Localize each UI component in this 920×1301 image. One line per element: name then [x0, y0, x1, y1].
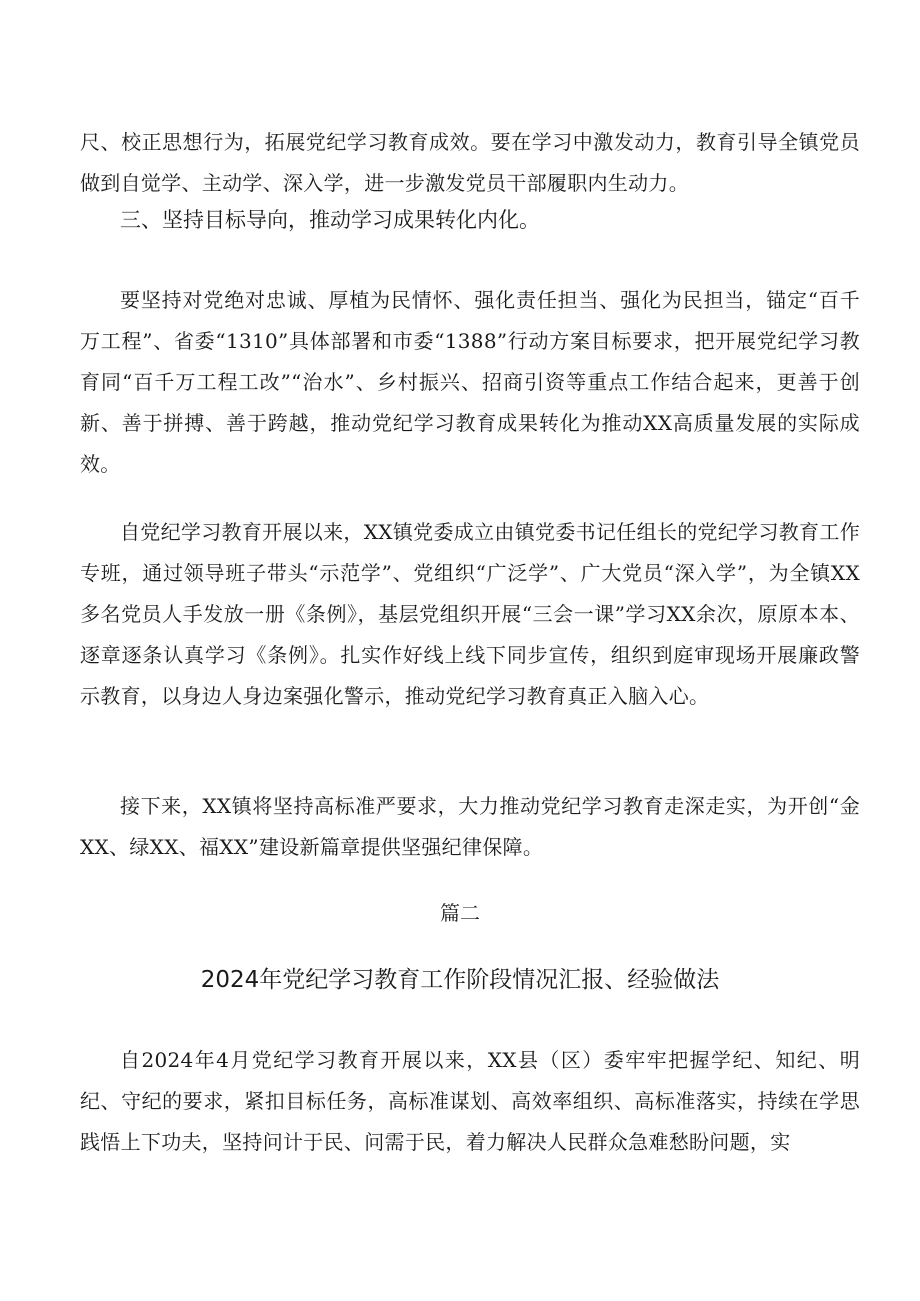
section-label: 篇二 [440, 901, 480, 925]
paragraph-goal-orientation: 要坚持对党绝对忠诚、厚植为民情怀、强化责任担当、强化为民担当，锚定“百千万工程”、省委“1310”具体部署和市委“1388”行动方案目标要求，把开展党纪学习教育同“百千万工程工改”“治水”、乡村振兴、招商引资等重点工作结合起来，更善于创新、善于拼搏、善于跨越，推动党纪学习教育成果转化为推动XX高质量发展的实际成效。 [80, 288, 860, 476]
paragraph-progress: 自党纪学习教育开展以来，XX镇党委成立由镇党委书记任组长的党纪学习教育工作专班，通过领导班子带头“示范学”、党组织“广泛学”、广大党员“深入学”，为全镇XX多名党员人手发放一册《条例》，基层党组织开展“三会一课”学习XX余次，原原本本、逐章逐条认真学习《条例》。扎实作好线上线下同步宣传，组织到庭审现场开展廉政警示教育，以身边人身边案强化警示，推动党纪学习教育真正入脑入心。 [80, 520, 860, 708]
paragraph-continuation: 尺、校正思想行为，拓展党纪学习教育成效。要在学习中激发动力，教育引导全镇党员做到自觉学、主动学、深入学，进一步激发党员干部履职内生动力。 [80, 130, 860, 195]
paragraph-intro: 自2024年4月党纪学习教育开展以来，XX县（区）委牢牢把握学纪、知纪、明纪、守纪的要求，紧扣目标任务，高标准谋划、高效率组织、高标准落实，持续在学思践悟上下功夫，坚持问计于民、问需于民，着力解决人民群众急难愁盼问题，实 [80, 1048, 860, 1154]
paragraph-next-steps: 接下来，XX镇将坚持高标准严要求，大力推动党纪学习教育走深走实，为开创“金XX、绿XX、福XX”建设新篇章提供坚强纪律保障。 [80, 794, 860, 859]
section-heading-three: 三、坚持目标导向，推动学习成果转化内化。 [120, 208, 540, 232]
document-title: 2024年党纪学习教育工作阶段情况汇报、经验做法 [200, 967, 720, 993]
